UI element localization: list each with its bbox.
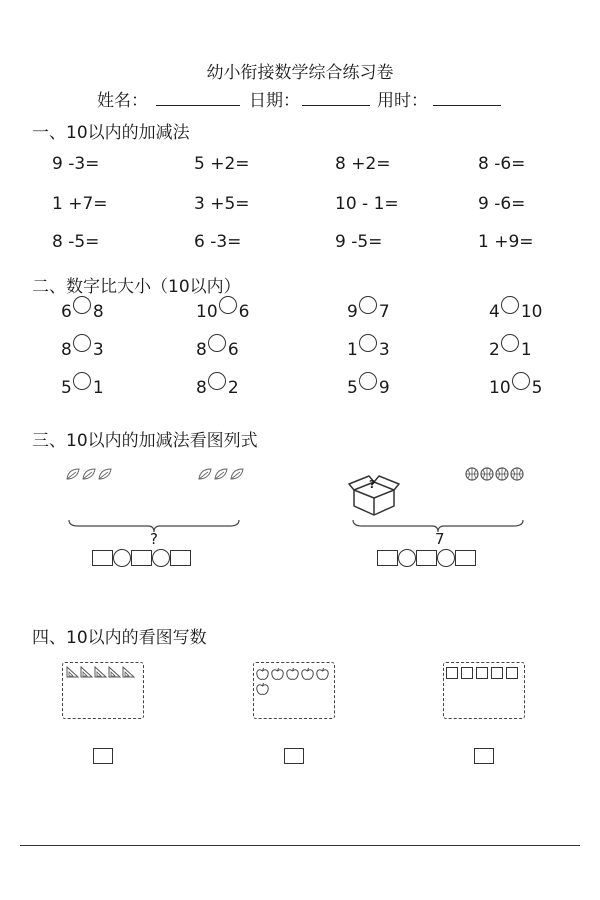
compare-circle[interactable] [512,372,530,390]
equation-item[interactable]: 9 -3= [52,154,100,174]
compare-left-number: 8 [196,378,207,398]
equation-item[interactable]: 5 +2= [194,154,250,174]
square-icon [461,667,473,679]
compare-right-number: 9 [378,378,390,398]
triangle-ruler-icon [122,666,135,678]
leaf-icon [214,468,228,480]
date-label: 日期： [249,91,300,111]
basketball-icon [465,467,479,481]
equation-item[interactable]: 6 -3= [194,232,242,252]
time-label: 用时： [377,91,428,111]
leaf-icon [82,468,96,480]
operator-circle[interactable] [398,549,416,567]
compare-circle[interactable] [208,372,226,390]
triangle-ruler-icon [108,666,121,678]
name-label: 姓名： [97,91,148,111]
compare-left-number: 10 [489,378,511,398]
compare-circle[interactable] [359,372,377,390]
apple-icon [256,667,269,681]
apple-icon [301,667,314,681]
compare-left-number: 8 [61,340,72,360]
compare-right-number: 6 [238,302,250,322]
leaf-icon [98,468,112,480]
compare-right-number: 6 [227,340,239,360]
count-answer-box[interactable] [284,748,304,764]
answer-box[interactable] [416,550,437,566]
compare-circle[interactable] [501,334,519,352]
equation-item[interactable]: 1 +7= [52,194,108,214]
leaf-icon [66,468,80,480]
basketball-icon [480,467,494,481]
count-answer-box[interactable] [474,748,494,764]
compare-circle[interactable] [208,334,226,352]
leaf-icon [198,468,212,480]
apple-icon [286,667,299,681]
square-icon [476,667,488,679]
compare-left-number: 8 [196,340,207,360]
section1-title: 一、10以内的加减法 [32,123,190,143]
section3-title: 三、10以内的加减法看图列式 [32,431,258,451]
section2-title: 二、数字比大小（10以内） [32,277,241,297]
compare-circle[interactable] [219,296,237,314]
equation-item[interactable]: 10 - 1= [335,194,399,214]
equation-item[interactable]: 9 -6= [478,194,526,214]
compare-right-number: 1 [92,378,104,398]
basketball-icon [510,467,524,481]
operator-circle[interactable] [437,549,455,567]
page-title: 幼小衔接数学综合练习卷 [206,63,394,83]
apple-icon [256,682,269,696]
compare-left-number: 10 [196,302,218,322]
compare-right-number: 5 [531,378,543,398]
compare-circle[interactable] [359,296,377,314]
total-number: 7 [435,530,445,548]
answer-box[interactable] [455,550,476,566]
compare-circle[interactable] [73,296,91,314]
compare-right-number: 7 [378,302,390,322]
compare-left-number: 9 [347,302,358,322]
answer-box[interactable] [377,550,398,566]
operator-circle[interactable] [152,549,170,567]
compare-right-number: 3 [378,340,390,360]
compare-left-number: 5 [61,378,72,398]
answer-box[interactable] [92,550,113,566]
triangle-ruler-icon [94,666,107,678]
apple-icon [271,667,284,681]
date-blank[interactable] [302,105,370,106]
equation-item[interactable]: 9 -5= [335,232,383,252]
compare-right-number: 1 [520,340,532,360]
count-answer-box[interactable] [93,748,113,764]
apple-icon [316,667,329,681]
triangle-ruler-icon [80,666,93,678]
time-blank[interactable] [433,105,501,106]
section4-title: 四、10以内的看图写数 [32,628,207,648]
compare-left-number: 2 [489,340,500,360]
compare-circle[interactable] [501,296,519,314]
compare-right-number: 2 [227,378,239,398]
bottom-divider [20,845,580,846]
equation-item[interactable]: 8 -6= [478,154,526,174]
compare-right-number: 8 [92,302,104,322]
mystery-box-question: ? [369,478,376,491]
equation-item[interactable]: 8 +2= [335,154,391,174]
square-icon [506,667,518,679]
answer-box[interactable] [170,550,191,566]
triangle-ruler-icon [66,666,79,678]
compare-left-number: 1 [347,340,358,360]
compare-right-number: 3 [92,340,104,360]
compare-left-number: 6 [61,302,72,322]
compare-circle[interactable] [359,334,377,352]
basketball-icon [495,467,509,481]
leaf-icon [230,468,244,480]
compare-right-number: 10 [520,302,543,322]
name-blank[interactable] [156,105,240,106]
compare-left-number: 4 [489,302,500,322]
equation-item[interactable]: 8 -5= [52,232,100,252]
equation-item[interactable]: 3 +5= [194,194,250,214]
compare-left-number: 5 [347,378,358,398]
square-icon [446,667,458,679]
compare-circle[interactable] [73,372,91,390]
square-icon [491,667,503,679]
operator-circle[interactable] [113,549,131,567]
total-question-mark: ? [150,530,158,548]
answer-box[interactable] [131,550,152,566]
equation-item[interactable]: 1 +9= [478,232,534,252]
compare-circle[interactable] [73,334,91,352]
